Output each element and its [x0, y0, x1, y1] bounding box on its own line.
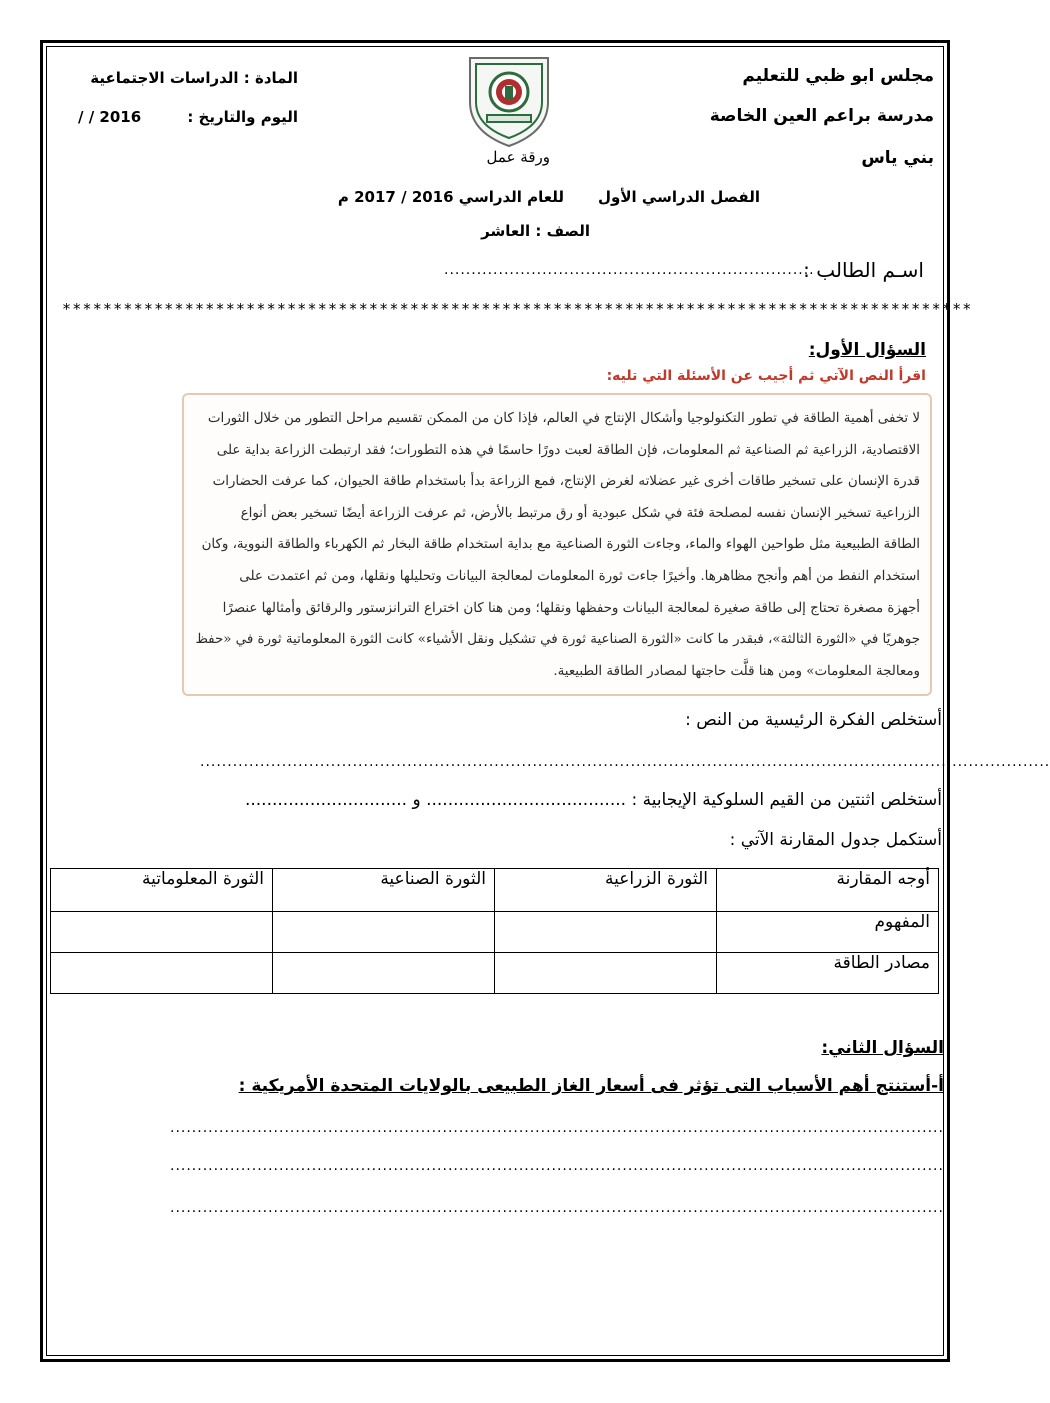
student-name-label: اسـم الطالب : — [803, 258, 924, 282]
question2-part-a: أ-أستنتج أهم الأسباب التى تؤثر فى أسعار الغاز الطبيعى بالولايات المتحدة الأمريكية : — [238, 1076, 944, 1096]
table-answer-cell[interactable] — [495, 953, 717, 994]
table-header-cell: الثورة الزراعية — [495, 869, 717, 912]
table-header-cell: أوجه المقارنة — [717, 869, 939, 912]
grade-label: الصف : العاشر — [481, 222, 590, 240]
table-row — [51, 953, 939, 994]
date-value: / / 2016 — [78, 108, 142, 126]
separator-line: ***************************************************************************************** — [62, 300, 973, 318]
worksheet-label: ورقة عمل — [486, 148, 550, 166]
passage-line: لا تخفى أهمية الطاقة في تطور التكنولوجيا وأشكال الإنتاج في العالم، فإذا كان من الممكن تقسيم مراحل التطور من خلال الثورات — [207, 411, 920, 426]
table-answer-cell[interactable] — [273, 912, 495, 953]
passage-line: قدرة الإنسان على تسخير طاقات أخرى غير عضلاته لغرض الإنتاج، فمع الزراعة بدأ باستخدام طاقة الحيوان، كما عرفت الحضارات — [212, 474, 920, 490]
table-question: أستكمل جدول المقارنة الآتي : — [729, 830, 942, 850]
answer-line[interactable]: .............................................................................................................................................. — [170, 1200, 944, 1216]
passage-line: استخدام النفط من أهم وأنجح مظاهرها. وأخيرًا جاءت ثورة المعلومات لمعالجة البيانات وتحليلها ونقلها، ومن ثم اعتمدت على — [239, 568, 920, 584]
reading-passage — [182, 393, 932, 696]
table-answer-cell[interactable] — [273, 953, 495, 994]
passage-line: جوهريًا في «الثورة الثالثة»، فبقدر ما كانت «الثورة الصناعية ثورة في تشكيل ونقل الأشياء» كانت الثورة المعلوماتية ثورة في «حفظ — [195, 632, 920, 648]
table-header-cell: الثورة الصناعية — [273, 869, 495, 912]
table-row-label: المفهوم — [717, 912, 939, 953]
table-header-row — [51, 869, 939, 912]
school-logo — [464, 52, 554, 148]
passage-line: الطاقة الطبيعية مثل طواحين الهواء والماء، وجاءت الثورة الصناعية مع بداية استخدام طاقة البخار ثم الكهرباء والطاقة النووية، وكان — [201, 537, 920, 553]
table-answer-cell[interactable] — [51, 912, 273, 953]
passage-line: ومعالجة المعلومات» ومن هنا قلَّت حاجتها لمصادر الطاقة الطبيعية. — [553, 663, 920, 679]
passage-line: الاقتصادية، الزراعية ثم الصناعية ثم المعلومات، فإن الطاقة لعبت دورًا حاسمًا في هذه التطورات؛ فقد ارتبطت الزراعة بداية على — [216, 442, 920, 458]
school-location: بني ياس — [861, 148, 934, 168]
subject-label: المادة : الدراسات الاجتماعية — [90, 69, 298, 87]
student-name-field[interactable]: .................................................................... — [444, 262, 815, 278]
table-answer-cell[interactable] — [51, 953, 273, 994]
comparison-table — [50, 868, 939, 994]
table-row — [51, 912, 939, 953]
table-header-cell: الثورة المعلوماتية — [51, 869, 273, 912]
date-label: اليوم والتاريخ : — [187, 108, 298, 126]
question2-title: السؤال الثاني: — [821, 1038, 944, 1058]
table-answer-cell[interactable] — [495, 912, 717, 953]
council-name: مجلس ابو ظبي للتعليم — [742, 66, 934, 86]
passage-line: الزراعية تسخير الإنسان نفسه لمصلحة فئة في شكل عبودية أو رق مرتبط بالأرض، ثم عرفت الزراعة أيضًا تسخير بعض أنواع — [240, 505, 920, 521]
answer-line[interactable]: .............................................................................................................................................. — [170, 1158, 944, 1174]
main-idea-question: أستخلص الفكرة الرئيسية من النص : — [685, 710, 942, 730]
table-row-label: مصادر الطاقة — [717, 953, 939, 994]
academic-year: للعام الدراسي 2016 / 2017 م — [337, 188, 564, 206]
passage-line: أجهزة مصغرة تحتاج إلى طاقة صغيرة لمعالجة البيانات وحفظها ونقلها؛ ومن هنا كان اختراع الترانزستور والرقائق وأمثالها عنصرًا — [222, 600, 920, 616]
main-idea-answer-line[interactable]: ............................................................................................................................................................ — [200, 754, 1050, 770]
semester-label: الفصل الدراسي الأول — [598, 188, 760, 206]
values-question: أستخلص اثنتين من القيم السلوكية الإيجابية : ..................................... و .............................. — [244, 790, 942, 810]
question1-instruction: اقرأ النص الآتي ثم أجيب عن الأسئلة التي تليه: — [606, 368, 926, 384]
answer-line[interactable]: .............................................................................................................................................. — [170, 1120, 944, 1136]
school-name: مدرسة براعم العين الخاصة — [709, 106, 934, 126]
question1-title: السؤال الأول: — [808, 340, 926, 360]
